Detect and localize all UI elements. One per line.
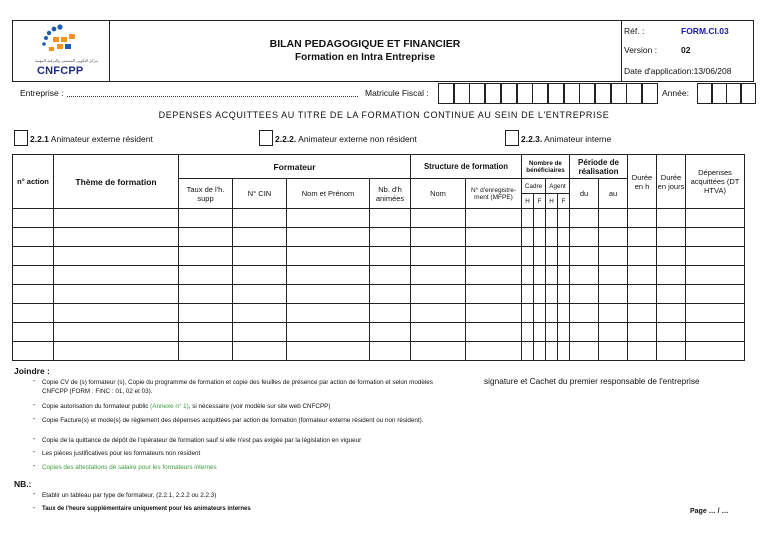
col-agent-f: F <box>558 194 570 209</box>
col-enregistrement: N° d'enregistre- ment (MFPE) <box>466 179 522 209</box>
table-cell[interactable] <box>13 247 54 266</box>
table-cell[interactable] <box>370 342 411 361</box>
table-cell[interactable] <box>657 228 686 247</box>
table-cell[interactable] <box>179 342 233 361</box>
table-cell[interactable] <box>657 266 686 285</box>
matricule-digit-box[interactable] <box>626 83 642 104</box>
col-theme: Thème de formation <box>54 155 179 209</box>
col-formateur: Formateur <box>179 155 411 179</box>
matricule-label: Matricule Fiscal : <box>365 88 429 98</box>
table-row <box>13 342 745 361</box>
bullet: - <box>33 436 36 443</box>
table-cell[interactable] <box>411 323 466 342</box>
table-cell[interactable] <box>179 247 233 266</box>
table-cell[interactable] <box>628 209 657 228</box>
table-cell[interactable] <box>411 247 466 266</box>
table-cell[interactable] <box>686 304 745 323</box>
bullet: - <box>33 416 36 423</box>
col-cadre-f: F <box>534 194 546 209</box>
col-du: du <box>570 179 599 209</box>
matricule-digit-box[interactable] <box>579 83 595 104</box>
table-cell[interactable] <box>570 247 599 266</box>
document-title: BILAN PEDAGOGIQUE ET FINANCIER <box>269 38 461 50</box>
table-cell[interactable] <box>599 266 628 285</box>
table-cell[interactable] <box>686 247 745 266</box>
table-cell[interactable] <box>370 266 411 285</box>
table-cell[interactable] <box>686 209 745 228</box>
table-cell[interactable] <box>287 323 370 342</box>
table-cell[interactable] <box>558 209 570 228</box>
table-cell[interactable] <box>54 304 179 323</box>
table-cell[interactable] <box>570 209 599 228</box>
table-row <box>13 304 745 323</box>
joindre-item: Copie CV de (s) formateur (s), Copie du programme de formation et copie des feuilles de présence par action de formation et selon modèles CNFCPP (FORM : FINC : 01, 02 et 03). <box>42 379 433 395</box>
joindre-label: Joindre : <box>14 366 50 376</box>
annee-label: Année: <box>662 88 689 98</box>
table-cell[interactable] <box>599 342 628 361</box>
bullet: - <box>33 505 36 512</box>
entreprise-label: Entreprise : <box>20 88 64 98</box>
annee-digit-box[interactable] <box>741 83 756 104</box>
table-cell[interactable] <box>546 247 558 266</box>
bullet: - <box>33 378 36 385</box>
table-cell[interactable] <box>370 323 411 342</box>
table-cell[interactable] <box>534 323 546 342</box>
table-cell[interactable] <box>370 228 411 247</box>
option-2-2-3 <box>521 134 611 144</box>
table-cell[interactable] <box>599 304 628 323</box>
table-row <box>13 266 745 285</box>
checkbox-animateur-interne[interactable] <box>505 130 519 146</box>
table-cell[interactable] <box>522 247 534 266</box>
matricule-digit-box[interactable] <box>532 83 548 104</box>
option-label: Animateur externe non résident <box>296 134 417 144</box>
table-cell[interactable] <box>466 323 522 342</box>
col-periode: Période de réalisation <box>570 155 628 179</box>
table-cell[interactable] <box>657 285 686 304</box>
table-row <box>13 285 745 304</box>
table-cell[interactable] <box>628 285 657 304</box>
col-duree-h: Durée en h <box>628 155 657 209</box>
table-cell[interactable] <box>411 228 466 247</box>
table-cell[interactable] <box>179 285 233 304</box>
version-label: Version : <box>624 45 658 55</box>
table-row <box>13 247 745 266</box>
table-cell[interactable] <box>570 266 599 285</box>
bullet: - <box>33 463 36 470</box>
table-cell[interactable] <box>657 247 686 266</box>
table-cell[interactable] <box>686 285 745 304</box>
table-cell[interactable] <box>546 228 558 247</box>
table-cell[interactable] <box>233 342 287 361</box>
table-cell[interactable] <box>570 323 599 342</box>
table-cell[interactable] <box>411 266 466 285</box>
bullet: - <box>33 402 36 409</box>
table-cell[interactable] <box>628 304 657 323</box>
table-cell[interactable] <box>411 285 466 304</box>
col-agent: Agent <box>546 179 570 194</box>
matricule-digit-box[interactable] <box>595 83 611 104</box>
col-structure: Structure de formation <box>411 155 522 179</box>
table-cell[interactable] <box>522 304 534 323</box>
table-cell[interactable] <box>13 342 54 361</box>
table-cell[interactable] <box>628 266 657 285</box>
table-cell[interactable] <box>179 266 233 285</box>
table-cell[interactable] <box>522 266 534 285</box>
table-cell[interactable] <box>546 323 558 342</box>
table-cell[interactable] <box>466 228 522 247</box>
table-cell[interactable] <box>54 247 179 266</box>
table-cell[interactable] <box>628 247 657 266</box>
table-cell[interactable] <box>466 285 522 304</box>
table-row <box>13 323 745 342</box>
date-label: Date d'application:13/06/208 <box>624 66 732 76</box>
table-cell[interactable] <box>287 209 370 228</box>
table-cell[interactable] <box>466 342 522 361</box>
col-nb-h: Nb. d'h animées <box>370 179 411 209</box>
logo <box>13 21 110 81</box>
table-cell[interactable] <box>411 209 466 228</box>
table-cell[interactable] <box>657 209 686 228</box>
table-cell[interactable] <box>370 247 411 266</box>
table-cell[interactable] <box>558 266 570 285</box>
col-nom: Nom <box>411 179 466 209</box>
table-cell[interactable] <box>534 304 546 323</box>
matricule-digit-box[interactable] <box>485 83 501 104</box>
checkbox-animateur-externe-non-resident[interactable] <box>259 130 273 146</box>
table-cell[interactable] <box>534 247 546 266</box>
table-cell[interactable] <box>54 323 179 342</box>
table-cell[interactable] <box>546 304 558 323</box>
table-cell[interactable] <box>534 285 546 304</box>
header-title-block <box>109 21 622 81</box>
table-cell[interactable] <box>411 342 466 361</box>
matricule-digit-box[interactable] <box>469 83 485 104</box>
logo-text: CNFCPP <box>37 65 84 77</box>
table-cell[interactable] <box>522 228 534 247</box>
nb-item: Etablir un tableau par type de formateur, (2.2.1, 2.2.2 ou 2.2.3) <box>42 492 217 499</box>
checkbox-animateur-externe-resident[interactable] <box>14 130 28 146</box>
table-cell[interactable] <box>657 304 686 323</box>
table-cell[interactable] <box>546 285 558 304</box>
table-cell[interactable] <box>466 304 522 323</box>
joindre-item: Copies des attestations de salaire pour les formateurs internes <box>42 464 217 471</box>
option-number: 2.2.1 <box>30 134 49 144</box>
table-cell[interactable] <box>599 285 628 304</box>
table-cell[interactable] <box>522 342 534 361</box>
table-cell[interactable] <box>534 228 546 247</box>
table-cell[interactable] <box>686 342 745 361</box>
table-cell[interactable] <box>179 209 233 228</box>
table-cell[interactable] <box>233 228 287 247</box>
table-cell[interactable] <box>287 285 370 304</box>
table-cell[interactable] <box>570 342 599 361</box>
table-cell[interactable] <box>287 228 370 247</box>
table-cell[interactable] <box>233 266 287 285</box>
table-cell[interactable] <box>599 228 628 247</box>
table-cell[interactable] <box>13 228 54 247</box>
table-cell[interactable] <box>13 266 54 285</box>
table-cell[interactable] <box>233 209 287 228</box>
table-cell[interactable] <box>13 285 54 304</box>
page-number: Page … / … <box>690 508 729 515</box>
col-cin: N° CIN <box>233 179 287 209</box>
table-cell[interactable] <box>13 304 54 323</box>
bullet: - <box>33 449 36 456</box>
annee-digit-box[interactable] <box>712 83 727 104</box>
table-cell[interactable] <box>13 209 54 228</box>
table-cell[interactable] <box>686 266 745 285</box>
table-cell[interactable] <box>686 228 745 247</box>
header-meta <box>621 21 753 81</box>
table-cell[interactable] <box>370 285 411 304</box>
table-cell[interactable] <box>370 304 411 323</box>
table-cell[interactable] <box>466 209 522 228</box>
section-title: DEPENSES ACQUITTEES AU TITRE DE LA FORMATION CONTINUE AU SEIN DE L'ENTREPRISE <box>158 110 610 120</box>
table-cell[interactable] <box>287 247 370 266</box>
table-cell[interactable] <box>54 285 179 304</box>
table-cell[interactable] <box>466 247 522 266</box>
col-nom-prenom: Nom et Prénom <box>287 179 370 209</box>
option-2-2-1 <box>30 134 153 144</box>
table-cell[interactable] <box>599 209 628 228</box>
joindre-item: Les pièces justificatives pour les formateurs non résident <box>42 450 201 457</box>
table-cell[interactable] <box>570 304 599 323</box>
table-cell[interactable] <box>233 323 287 342</box>
matricule-digit-box[interactable] <box>501 83 517 104</box>
matricule-digit-box[interactable] <box>438 83 454 104</box>
table-cell[interactable] <box>546 342 558 361</box>
table-cell[interactable] <box>287 266 370 285</box>
col-cadre: Cadre <box>522 179 546 194</box>
table-cell[interactable] <box>534 342 546 361</box>
table-cell[interactable] <box>370 209 411 228</box>
col-taux: Taux de l'h. supp <box>179 179 233 209</box>
table-cell[interactable] <box>287 342 370 361</box>
table-row <box>13 209 745 228</box>
table-cell[interactable] <box>558 228 570 247</box>
matricule-digit-box[interactable] <box>517 83 533 104</box>
option-number: 2.2.3. <box>521 134 543 144</box>
table-cell[interactable] <box>233 247 287 266</box>
annexe-link: (Annexe n° 1) <box>150 403 189 410</box>
table-cell[interactable] <box>534 209 546 228</box>
table-row <box>13 228 745 247</box>
table-cell[interactable] <box>657 342 686 361</box>
table-cell[interactable] <box>287 304 370 323</box>
table-cell[interactable] <box>54 266 179 285</box>
table-cell[interactable] <box>558 323 570 342</box>
table-cell[interactable] <box>522 209 534 228</box>
col-action: n° action <box>13 155 54 209</box>
joindre-item: Copie de la quittance de dépôt de l'opérateur de formation sauf si elle n'est pas exigée par la législation en vigueur <box>42 437 362 444</box>
table-cell[interactable] <box>558 304 570 323</box>
table-cell[interactable] <box>657 323 686 342</box>
table-cell[interactable] <box>599 323 628 342</box>
nb-item: Taux de l'heure supplémentaire uniquement pour les animateurs internes <box>42 506 251 512</box>
table-cell[interactable] <box>570 285 599 304</box>
table-cell[interactable] <box>522 285 534 304</box>
col-agent-h: H <box>546 194 558 209</box>
bullet: - <box>33 491 36 498</box>
ref-value: FORM.CI.03 <box>681 26 729 36</box>
table-cell[interactable] <box>558 342 570 361</box>
table-cell[interactable] <box>628 228 657 247</box>
table-cell[interactable] <box>179 228 233 247</box>
table-cell[interactable] <box>558 247 570 266</box>
table-cell[interactable] <box>54 342 179 361</box>
col-au: au <box>599 179 628 209</box>
table-cell[interactable] <box>546 209 558 228</box>
matricule-digit-box[interactable] <box>564 83 580 104</box>
col-cadre-h: H <box>522 194 534 209</box>
matricule-digit-box[interactable] <box>548 83 564 104</box>
table-cell[interactable] <box>179 323 233 342</box>
table-cell[interactable] <box>628 342 657 361</box>
logo-tagline: مركز التكوين المستمر والترقية المهنية <box>35 58 98 63</box>
joindre-item: Copie Facture(s) et mode(s) de règlement des dépenses acquittées par action de formation (formateur externe résident ou non résident). <box>42 417 424 424</box>
table-cell[interactable] <box>233 304 287 323</box>
option-number: 2.2.2. <box>275 134 297 144</box>
version-value: 02 <box>681 45 691 55</box>
table-cell[interactable] <box>546 266 558 285</box>
matricule-digit-box[interactable] <box>454 83 470 104</box>
matricule-digit-box[interactable] <box>611 83 627 104</box>
col-beneficiaires: Nombre de bénéficiaires <box>522 155 570 179</box>
ref-label: Réf. : <box>624 26 645 36</box>
table-cell[interactable] <box>558 285 570 304</box>
col-depenses: Dépenses acquittées (DT HTVA) <box>686 155 745 209</box>
document-subtitle: Formation en Intra Entreprise <box>294 52 436 63</box>
signature-label: signature et Cachet du premier responsable de l'entreprise <box>484 376 700 386</box>
table-cell[interactable] <box>628 323 657 342</box>
table-cell[interactable] <box>54 228 179 247</box>
table-cell[interactable] <box>466 266 522 285</box>
table-cell[interactable] <box>54 209 179 228</box>
table-cell[interactable] <box>411 304 466 323</box>
table-cell[interactable] <box>534 266 546 285</box>
option-label: Animateur externe résident <box>48 134 153 144</box>
table-cell[interactable] <box>522 323 534 342</box>
nb-label: NB.: <box>14 479 32 489</box>
annee-digit-box[interactable] <box>697 83 712 104</box>
col-duree-j: Durée en jours <box>657 155 686 209</box>
joindre-item: Copie autorisation du formateur public (Annexe n° 1), si nécessaire (voir modèle sur site web CNFCPP) <box>42 403 331 410</box>
option-label: Animateur interne <box>542 134 612 144</box>
table-cell[interactable] <box>13 323 54 342</box>
table-cell[interactable] <box>179 304 233 323</box>
form-header <box>12 20 754 82</box>
table-cell[interactable] <box>570 228 599 247</box>
table-cell[interactable] <box>599 247 628 266</box>
annee-digit-box[interactable] <box>726 83 741 104</box>
matricule-digit-box[interactable] <box>642 83 658 104</box>
table-cell[interactable] <box>686 323 745 342</box>
table-cell[interactable] <box>233 285 287 304</box>
entreprise-field[interactable] <box>67 96 358 97</box>
formation-table <box>12 154 745 361</box>
option-2-2-2 <box>275 134 417 144</box>
